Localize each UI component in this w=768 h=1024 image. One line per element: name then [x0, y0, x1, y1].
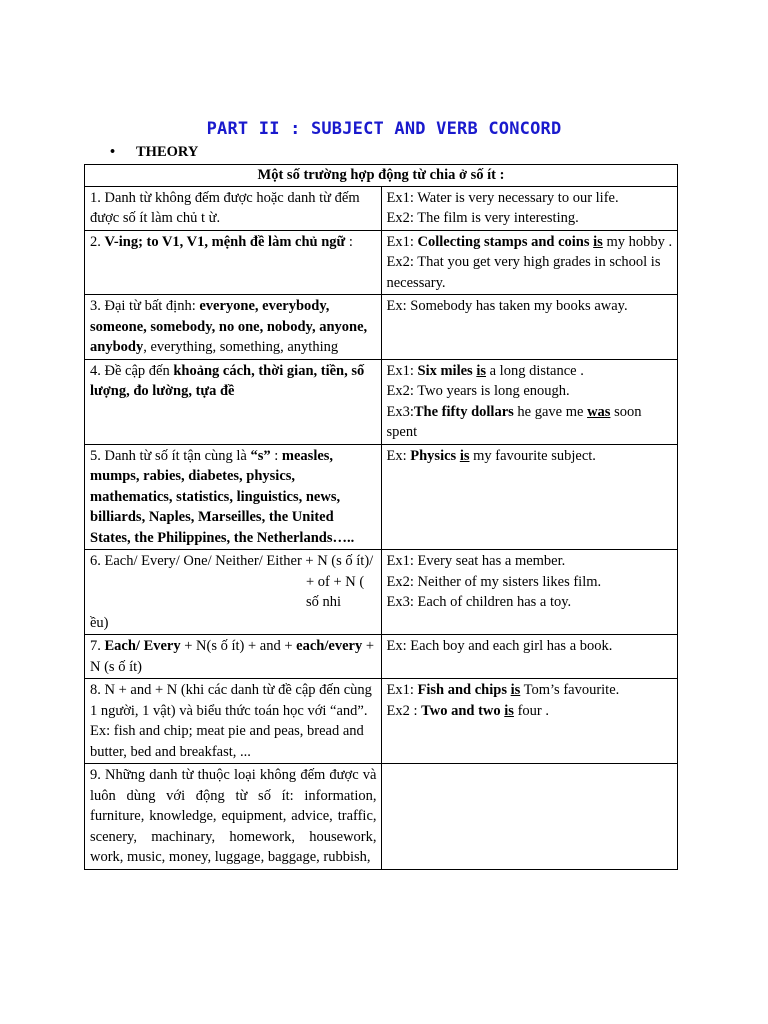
example-subject: Physics — [410, 447, 460, 464]
rule-cell: 8. N + and + N (khi các danh từ đề cập đến cùng 1 người, 1 vật) và biểu thức toán học với “and”. Ex: fish and chip; meat pie and peas, bread and butter, bed and breakfast, ... — [85, 679, 382, 764]
example-line — [387, 701, 674, 722]
example-subject: The fifty dollars — [413, 403, 514, 420]
example-cell — [381, 679, 678, 764]
rule-line: + of + N ( số nhi — [306, 573, 365, 610]
example-lead: Ex2 : — [386, 702, 422, 719]
rule-text: : — [345, 233, 353, 250]
rule-text: + N(s ố ít) + and + — [180, 638, 297, 654]
example-line: Ex3: Each of children has a toy. — [386, 594, 572, 610]
rule-keywords: Each/ Every — [104, 638, 181, 654]
rule-cell — [85, 230, 382, 295]
page-title: PART II : SUBJECT AND VERB CONCORD — [206, 119, 562, 139]
rule-text: 5. Danh từ số ít tận cùng là — [90, 447, 251, 464]
rule-number: 7. — [90, 638, 105, 654]
example-verb: is — [510, 682, 521, 698]
example-lead: Ex1: — [386, 682, 418, 698]
example-lead: Ex: — [386, 447, 411, 464]
table-row — [85, 444, 678, 550]
rule-text: 4. Đề cập đến — [90, 362, 174, 379]
rule-cell: 1. Danh từ không đếm được hoặc danh từ đếm được số ít làm chủ t ừ. — [85, 186, 382, 230]
rule-quote: “s” — [250, 447, 271, 464]
example-line: Ex1: Water is very necessary to our life. — [386, 189, 619, 206]
example-cell: Ex: Each boy and each girl has a book. — [381, 635, 678, 679]
table-header: Một số trường hợp động từ chia ở số ít : — [85, 165, 678, 187]
rule-cell — [85, 444, 382, 550]
example-line — [387, 680, 674, 701]
example-tail: Tom’s favourite. — [520, 682, 620, 698]
rule-line: ều) — [90, 614, 109, 631]
rule-text: : — [270, 447, 282, 464]
example-line: Ex2: That you get very high grades in school is necessary. — [386, 254, 661, 291]
example-subject: Six miles — [417, 362, 477, 379]
example-tail: a long distance . — [486, 362, 584, 379]
table-row — [85, 230, 678, 295]
example-line: Ex2: Neither of my sisters likes film. — [386, 573, 602, 590]
example-lead: Ex1: — [386, 362, 418, 379]
rule-cell — [85, 635, 382, 679]
example-verb: is — [504, 702, 514, 719]
example-line — [387, 232, 674, 253]
rule-keywords: V-ing; to V1, V1, mệnh đề làm chủ ngữ — [104, 233, 346, 250]
example-cell — [381, 764, 678, 870]
example-tail: soon spent — [386, 403, 642, 440]
table-row — [85, 186, 678, 230]
example-text: he gave me — [513, 403, 588, 420]
example-verb: is — [476, 362, 486, 379]
table-row — [85, 550, 678, 635]
table-header-row — [85, 165, 678, 187]
rule-text: , everything, something, anything — [143, 339, 339, 355]
rule-number: 2. — [90, 233, 101, 250]
example-subject: Collecting stamps and coins — [417, 233, 594, 250]
example-line: Ex2: The film is very interesting. — [386, 210, 579, 226]
rule-cell — [85, 359, 382, 444]
example-cell — [381, 230, 678, 295]
rule-cell — [85, 550, 382, 635]
example-subject: Two and two — [421, 702, 505, 719]
example-verb: was — [587, 403, 611, 420]
example-cell — [381, 444, 678, 550]
example-verb: is — [593, 233, 603, 250]
rule-cell: 9. Những danh từ thuộc loại không đếm được và luôn dùng với động từ số ít: information, furniture, knowledge, equipment, advice, traffic, scenery, machinary, homework, housework, work, music, money, luggage, baggage, rubbish, — [85, 764, 382, 870]
table-row — [85, 764, 678, 870]
table-row — [85, 635, 678, 679]
example-tail: my favourite subject. — [469, 447, 596, 464]
rule-cell — [85, 295, 382, 360]
example-line — [387, 402, 674, 443]
example-line — [387, 361, 674, 382]
rule-text: + N (s ố ít) — [90, 638, 375, 675]
theory-label: THEORY — [136, 144, 199, 160]
example-line: Ex1: Every seat has a member. — [386, 553, 566, 569]
theory-heading — [110, 144, 198, 161]
example-tail: four . — [513, 702, 549, 719]
rule-keywords: khoảng cách, thời gian, tiền, số lượng, đo lường, tựa đề — [90, 362, 365, 399]
table-row — [85, 679, 678, 764]
rule-keywords: each/every — [296, 638, 363, 654]
rule-line: 6. Each/ Every/ One/ Neither/ Either + N (s ố ít)/ — [90, 553, 374, 569]
table-row — [85, 359, 678, 444]
example-tail: my hobby . — [602, 233, 673, 250]
example-cell — [381, 550, 678, 635]
bullet-icon: • — [110, 144, 116, 160]
example-line: Ex2: Two years is long enough. — [386, 383, 570, 399]
grammar-table — [84, 164, 678, 870]
rule-keywords: everyone, everybody, someone, somebody, no one, nobody, anyone, anybody — [90, 298, 368, 355]
example-cell: Ex: Somebody has taken my books away. — [381, 295, 678, 360]
example-cell — [381, 359, 678, 444]
example-lead: Ex3: — [386, 403, 414, 420]
rule-keywords: measles, mumps, rabies, diabetes, physics, mathematics, statistics, linguistics, news, billiards, Naples, Marseilles, the United States, the Philippines, the Netherlands….. — [90, 447, 355, 546]
table-row — [85, 295, 678, 360]
example-lead: Ex1: — [386, 233, 418, 250]
example-subject: Fish and chips — [417, 682, 511, 698]
example-cell — [381, 186, 678, 230]
example-verb: is — [459, 447, 470, 464]
rule-text: 3. Đại từ bất định: — [90, 298, 200, 314]
